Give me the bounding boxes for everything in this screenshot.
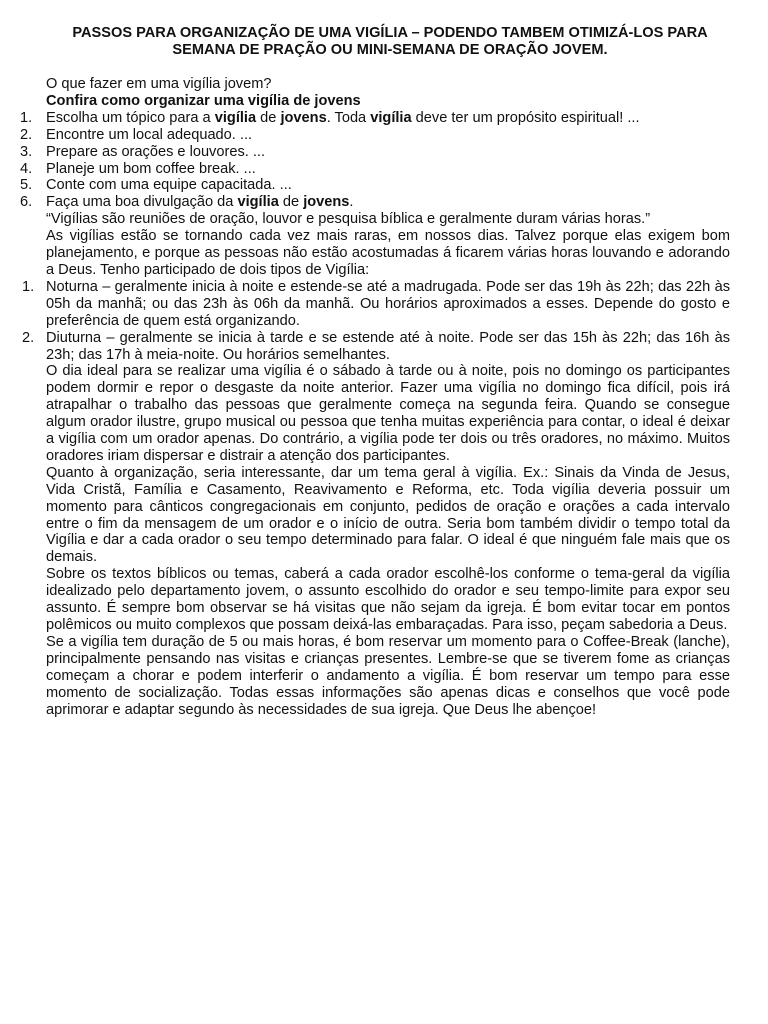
title-line-2: SEMANA DE PRAÇÃO OU MINI-SEMANA DE ORAÇÃO JOVEM. — [172, 42, 608, 58]
quote-text: “Vigílias são reuniões de oração, louvor e pesquisa bíblica e geralmente duram várias horas.” — [46, 211, 651, 228]
types-intro-paragraph: As vigílias estão se tornando cada vez mais raras, em nossos dias. Talvez porque elas exigem bom planejamento, e porque as pessoas não estão acostumadas á ficarem várias horas louvando e adorando a Deus. Tenho participado de dois tipos de Vigília: — [46, 228, 730, 278]
step-item — [20, 177, 730, 194]
body-paragraph: O dia ideal para se realizar uma vigília é o sábado à tarde ou à noite, pois no domingo os participantes podem dormir e repor o desgaste da noite anterior. Fazer uma vigília no domingo fica difícil, pois irá atrapalhar o trabalho das pessoas que geralmente começa na segunda feira. Quando se consegue algum orador ilustre, grupo musical ou pessoa que tenha muitas experiência para contar, o ideal é deixar a vigília com um orador apenas. Do contrário, a vigília pode ter dois ou três oradores, no máximo. Muitos oradores iriam dispersar e distrair a atenção dos participantes. — [46, 363, 730, 464]
step-text: Prepare as orações e louvores. ... — [46, 143, 266, 160]
step-text: Escolha um tópico para a vigília de jovens. Toda vigília deve ter um propósito espiritual! ... — [46, 109, 640, 126]
step-text: Encontre um local adequado. ... — [46, 126, 253, 143]
document-title — [46, 25, 730, 59]
step-text: Planeje um bom coffee break. ... — [46, 160, 256, 177]
step-number: 2. — [20, 126, 33, 143]
step-item — [20, 126, 730, 144]
step-item — [20, 109, 730, 127]
title-line-1: PASSOS PARA ORGANIZAÇÃO DE UMA VIGÍLIA – PODENDO TAMBEM OTIMIZÁ-LOS PARA — [72, 25, 708, 41]
vigil-type-text: Diuturna – geralmente se inicia à tarde e se estende até à noite. Pode ser das 15h às 22h; das 16h às 23h; das 17h à meia-noite. Ou horários semelhantes. — [46, 329, 730, 363]
vigil-type-item — [22, 329, 730, 364]
step-number: 4. — [20, 160, 33, 177]
step-item — [20, 160, 730, 178]
steps-list — [20, 109, 730, 211]
step-item — [20, 194, 730, 211]
step-number: 3. — [20, 143, 33, 160]
step-text: Faça uma boa divulgação da vigília de jovens. — [46, 194, 354, 211]
body-paragraph: Sobre os textos bíblicos ou temas, caberá a cada orador escolhê-los conforme o tema-geral da vigília idealizado pelo departamento jovem, o assunto escolhido do orador e seu tempo-limite para expor seu assunto. É sempre bom observar se há visitas que não sejam da igreja. É bom evitar tocar em pontos polêmicos ou muito complexos que possam deixá-las embaraçadas. Para isso, peçam sabedoria a Deus. — [46, 566, 730, 633]
vigil-type-text: Noturna – geralmente inicia à noite e estende-se até a madrugada. Pode ser das 19h às 22h; das 22h às 05h da manhã; ou das 23h às 06h da manhã. Ou horários aproximados a esses. Depende do gosto e preferência de quem está organizando. — [46, 278, 730, 329]
intro-question: O que fazer em uma vigília jovem? — [46, 76, 272, 92]
body-paragraph: Se a vigília tem duração de 5 ou mais horas, é bom reservar um momento para o Coffee-Break (lanche), principalmente pensando nas visitas e crianças presentes. Lembre-se que se tiverem fome as crianças começam a chorar e podem interferir o andamento a vigília. É bom reservar um tempo para esse momento de socialização. Todas essas informações são apenas dicas e conselhos que você pode aprimorar e adaptar segundo às necessidades de sua igreja. Que Deus lhe abençoe! — [46, 633, 730, 718]
step-number: 6. — [20, 194, 33, 211]
vigil-type-number: 2. — [22, 329, 35, 346]
vigil-types-list — [22, 278, 730, 364]
step-text: Conte com uma equipe capacitada. ... — [46, 177, 292, 194]
step-item — [20, 143, 730, 161]
step-number: 5. — [20, 177, 33, 194]
vigil-type-item — [22, 278, 730, 330]
vigil-type-number: 1. — [22, 278, 35, 295]
body-paragraph: Quanto à organização, seria interessante, dar um tema geral à vigília. Ex.: Sinais da Vinda de Jesus, Vida Cristã, Família e Casamento, Reavivamento e Reforma, etc. Toda vigília deveria possuir um momento para cânticos congregacionais em conjunto, pedidos de oração e orações a cada intervalo entre o fim da mensagem de um orador e o início de outra. Seria bom também dividir o tempo total da Vigília e dar a cada orador o seu tempo determinado para falar. O ideal é que ninguém fale mais que os demais. — [46, 464, 730, 566]
intro-subheading: Confira como organizar uma vigília de jovens — [46, 92, 361, 109]
step-number: 1. — [20, 109, 33, 126]
